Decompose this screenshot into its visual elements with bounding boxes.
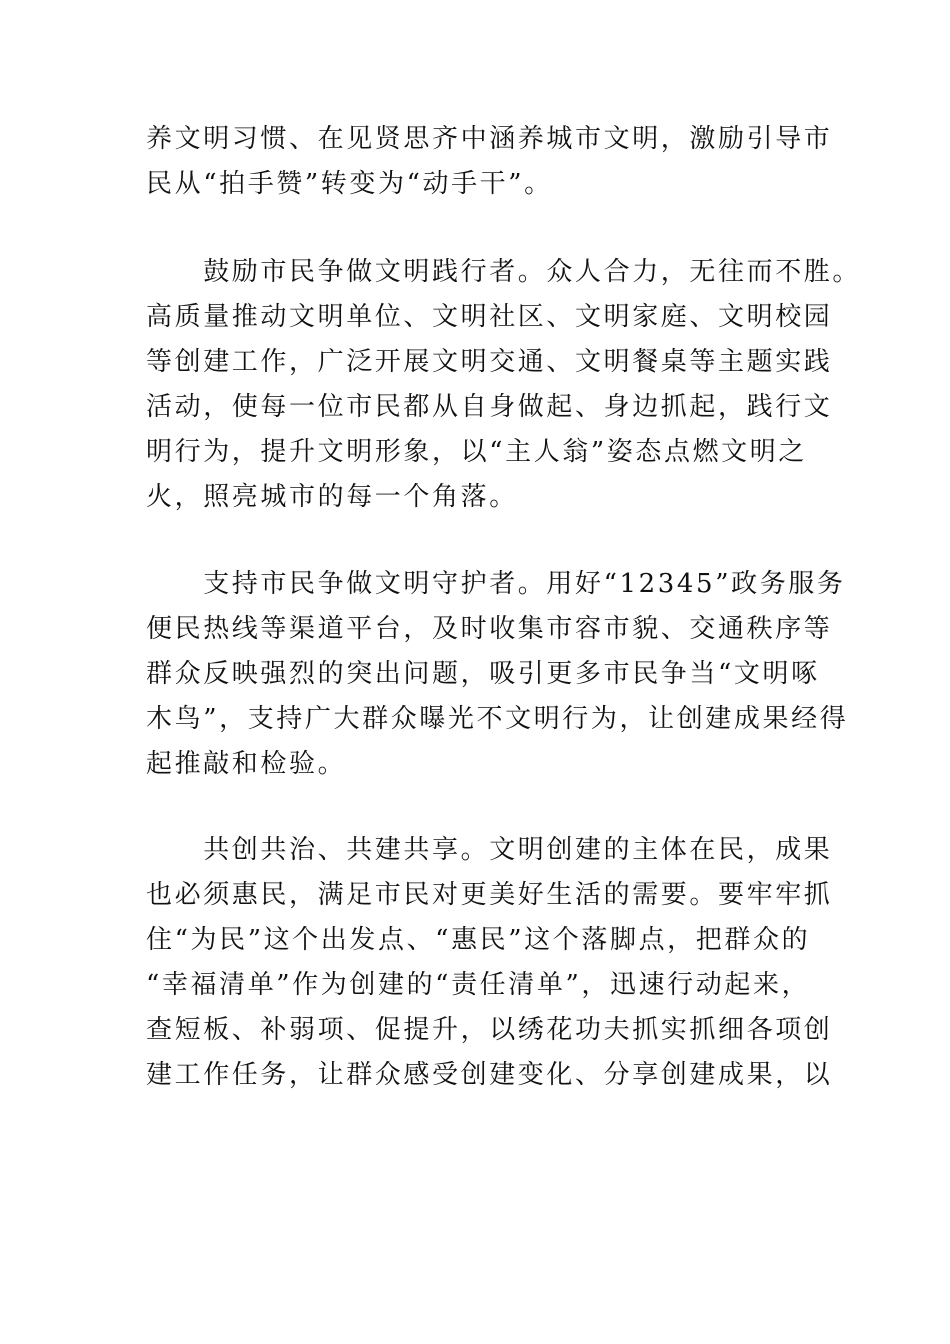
text-line: 养文明习惯、在见贤思齐中涵养城市文明，激励引导市: [146, 124, 833, 154]
text-line: 便民热线等渠道平台，及时收集市容市貌、交通秩序等: [146, 614, 833, 644]
paragraph-civilized-guardians: [146, 562, 849, 787]
text-line: 起推敲和检验。: [146, 749, 347, 779]
text-line: 火，照亮城市的每一个角落。: [146, 482, 518, 512]
paragraph-co-create-share: [146, 828, 833, 1098]
text-line: 建工作任务，让群众感受创建变化、分享创建成果，以: [146, 1060, 833, 1090]
paragraph-civilized-practitioners: [146, 250, 862, 520]
text-line: 也必须惠民，满足市民对更美好生活的需要。要牢牢抓: [146, 880, 833, 910]
text-line: 高质量推动文明单位、文明社区、文明家庭、文明校园: [146, 302, 833, 332]
text-line: 木鸟”，支持广大群众曝光不文明行为，让创建成果经得: [146, 704, 849, 734]
text-line: 支持市民争做文明守护者。用好“12345”政务服务: [146, 569, 846, 599]
paragraph-civilized-habits: [146, 117, 833, 207]
text-line: 查短板、补弱项、促提升，以绣花功夫抓实抓细各项创: [146, 1015, 833, 1045]
text-line: 群众反映强烈的突出问题，吸引更多市民争当“文明啄: [146, 659, 820, 689]
text-line: 住“为民”这个出发点、“惠民”这个落脚点，把群众的: [146, 925, 811, 955]
text-line: 共创共治、共建共享。文明创建的主体在民，成果: [146, 835, 833, 865]
text-line: 明行为，提升文明形象，以“主人翁”姿态点燃文明之: [146, 437, 807, 467]
text-line: 鼓励市民争做文明践行者。众人合力，无往而不胜。: [146, 257, 862, 287]
text-line: “幸福清单”作为创建的“责任清单”，迅速行动起来，: [146, 970, 811, 1000]
text-line: 等创建工作，广泛开展文明交通、文明餐桌等主题实践: [146, 347, 833, 377]
text-line: 活动，使每一位市民都从自身做起、身边抓起，践行文: [146, 392, 833, 422]
text-line: 民从“拍手赞”转变为“动手干”。: [146, 169, 553, 199]
